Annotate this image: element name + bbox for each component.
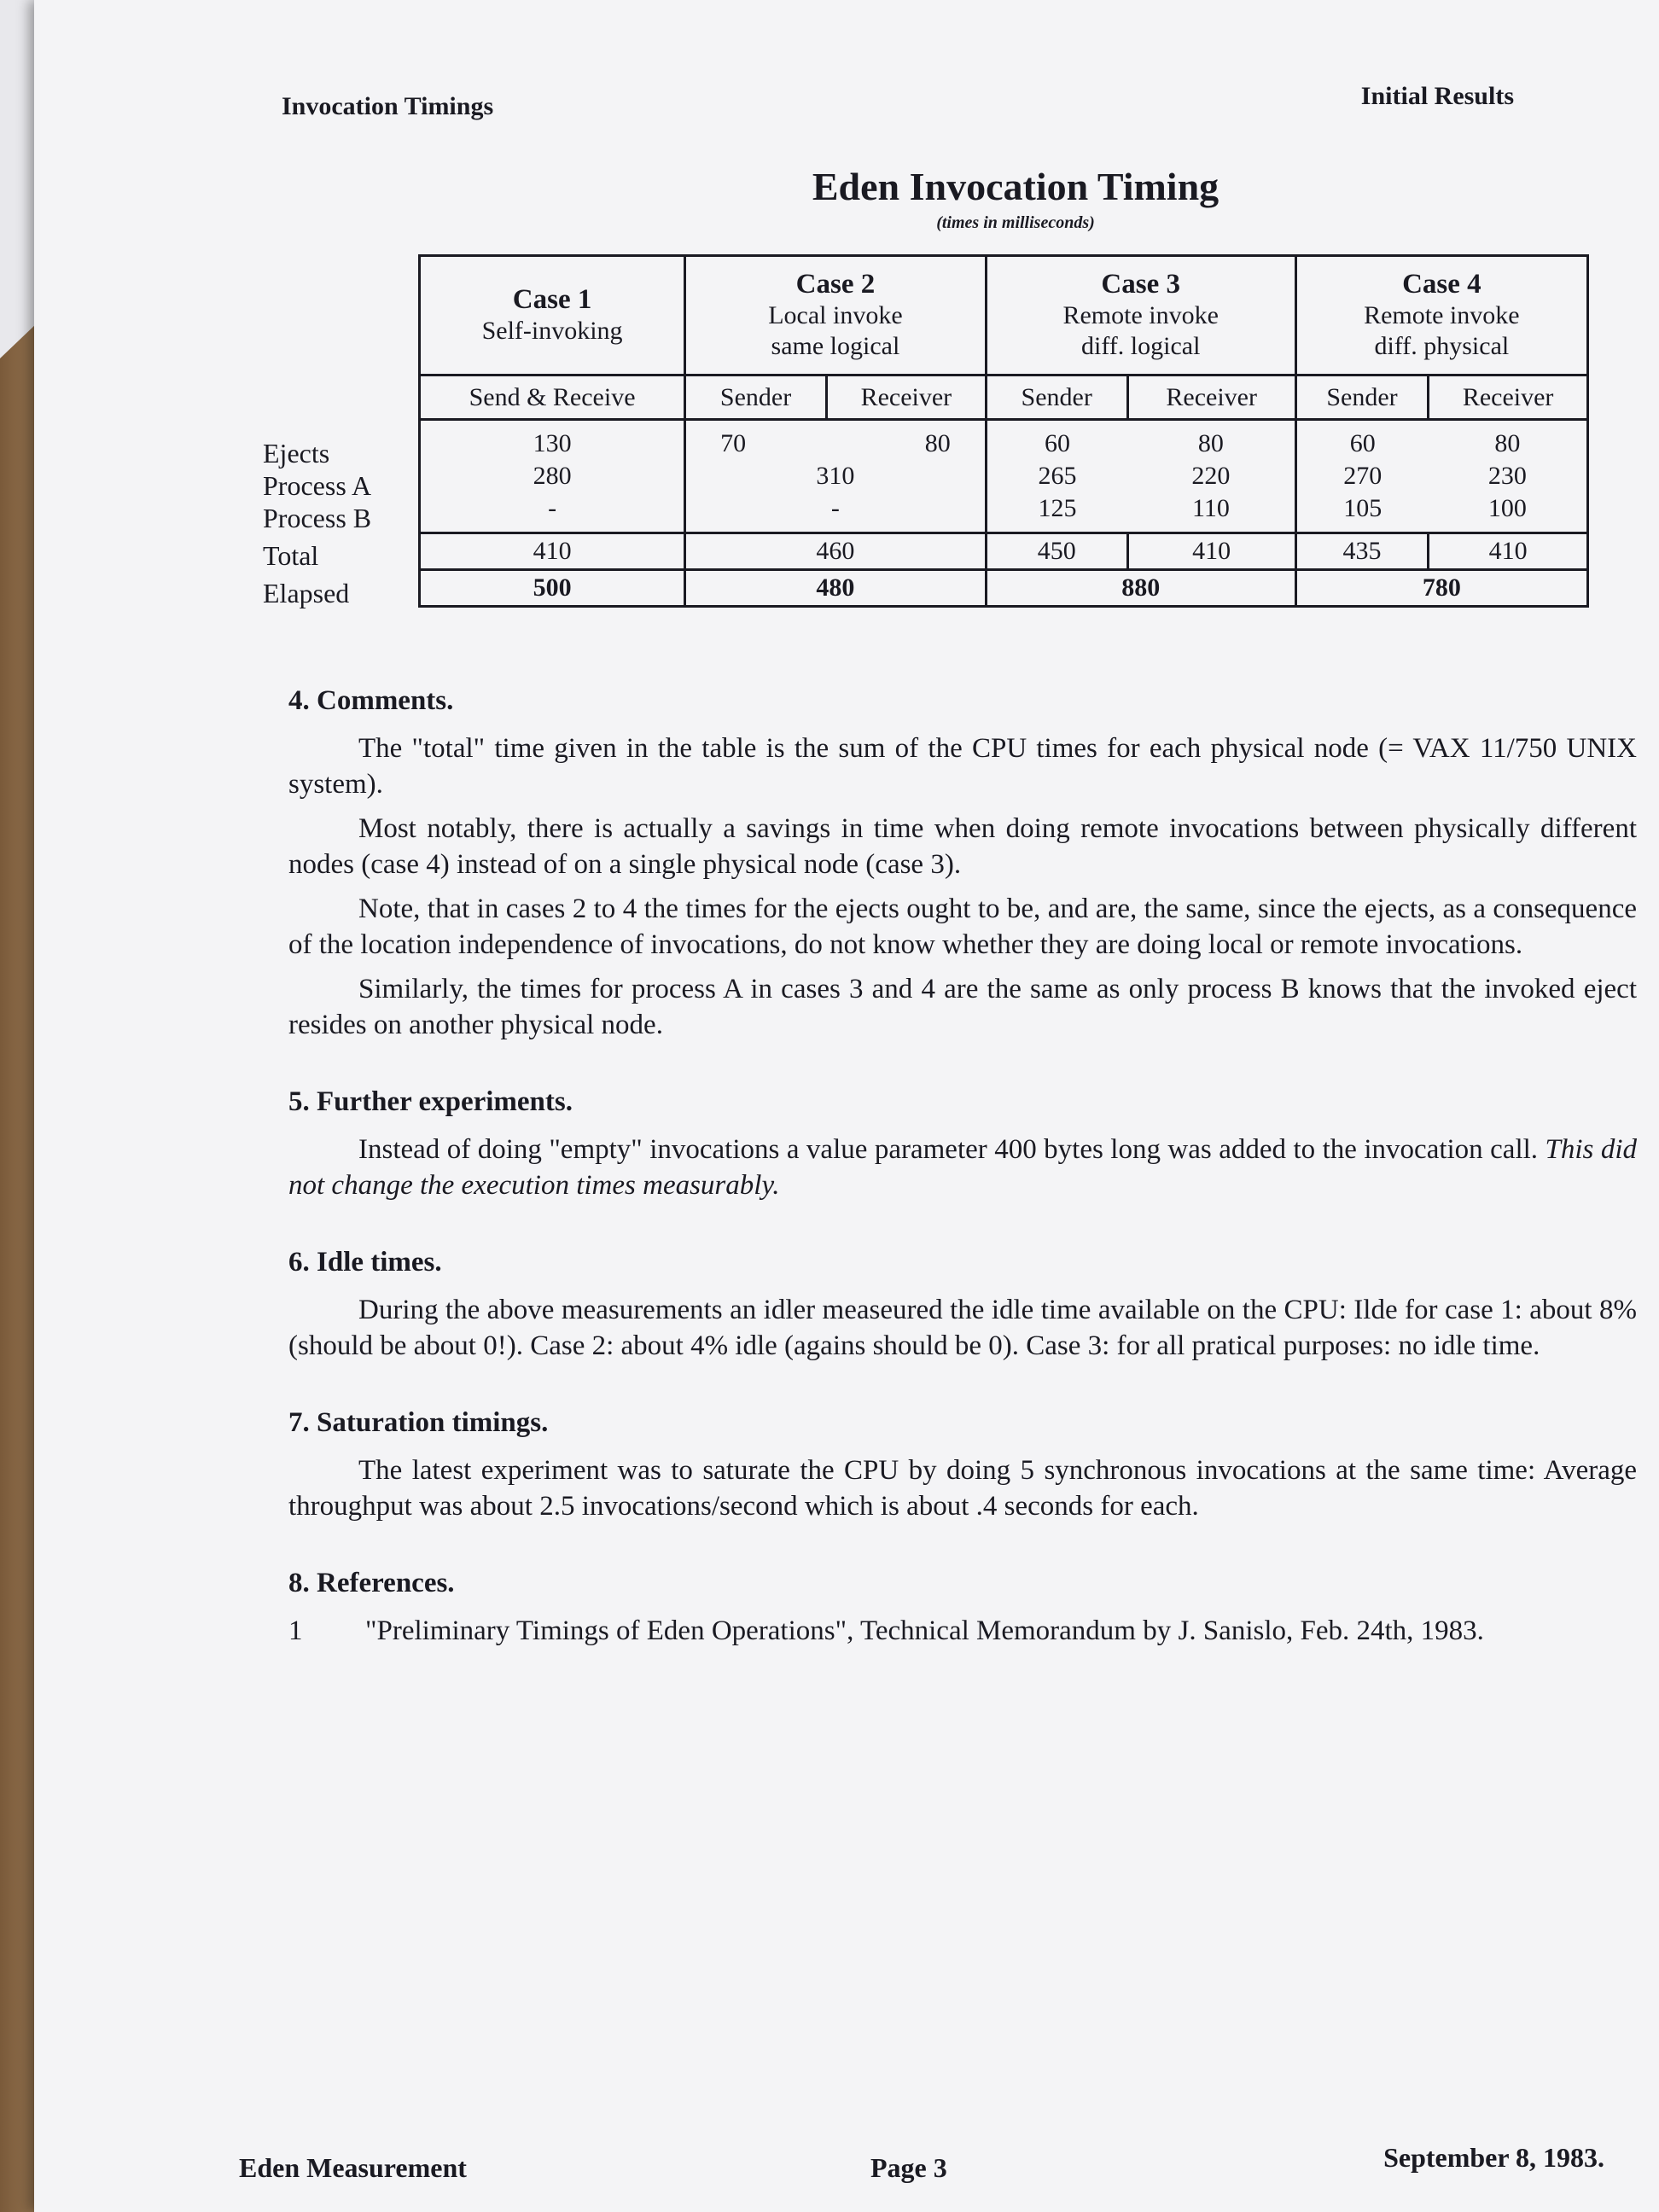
section-title: 5. Further experiments.: [288, 1086, 573, 1117]
row-labels: [263, 437, 434, 609]
body-text: [288, 683, 1637, 1690]
footer-date: September 8, 1983.: [1383, 2142, 1604, 2173]
case-4-header: Case 4 Remote invoke diff. physical: [1295, 256, 1587, 375]
paragraph: The latest experiment was to saturate the CPU by doing 5 synchronous invocations at the same time: Average throughput was about 2.5 invocations/second which is about .4 seconds for each.: [288, 1455, 1637, 1522]
table-subtitle: (times in milliseconds): [936, 213, 1095, 232]
section-title: 7. Saturation timings.: [288, 1407, 549, 1438]
document-page: [34, 0, 1659, 2212]
case-3-header: Case 3 Remote invoke diff. logical: [986, 256, 1295, 375]
row-label-process-a: Process A: [263, 470, 372, 501]
values-row: [420, 420, 1588, 533]
running-header-left: Invocation Timings: [282, 92, 494, 120]
elapsed-row: [420, 570, 1588, 607]
section-saturation-timings: [288, 1405, 1637, 1524]
sub-header-row: [420, 375, 1588, 420]
c2-elapsed: 480: [685, 570, 987, 607]
c3-sender-header: Sender: [986, 375, 1127, 420]
timing-table: [418, 254, 1589, 608]
c4-total-sender: 435: [1295, 533, 1429, 570]
section-comments: [288, 683, 1637, 1043]
row-label-total: Total: [263, 540, 319, 571]
case-header-row: [420, 256, 1588, 375]
section-further-experiments: [288, 1084, 1637, 1203]
c4-total-receiver: 410: [1429, 533, 1588, 570]
c2-sender-header: Sender: [685, 375, 827, 420]
row-label-elapsed: Elapsed: [263, 578, 350, 608]
c4-receiver-header: Receiver: [1429, 375, 1588, 420]
c2-values: 70 80 310 -: [685, 420, 987, 533]
section-idle-times: [288, 1244, 1637, 1364]
paragraph: Note, that in cases 2 to 4 the times for the ejects ought to be, and are, the same, since the ejects, as a consequence of the location independence of invocations, do not know whether they are doing local or remote invocations.: [288, 894, 1637, 960]
c1-sub-header: Send & Receive: [420, 375, 685, 420]
c2-receiver-header: Receiver: [827, 375, 987, 420]
c3-receiver-header: Receiver: [1127, 375, 1295, 420]
paragraph: Instead of doing "empty" invocations a value parameter 400 bytes long was added to the invocation call. This did not change the execution times measurably.: [288, 1134, 1637, 1201]
c3-receiver-values: 80 220 110: [1127, 420, 1295, 533]
section-title: 6. Idle times.: [288, 1247, 442, 1278]
section-title: 4. Comments.: [288, 685, 454, 716]
c3-total-sender: 450: [986, 533, 1127, 570]
c1-elapsed: 500: [420, 570, 685, 607]
case-2-header: Case 2 Local invoke same logical: [685, 256, 987, 375]
c3-sender-values: 60 265 125: [986, 420, 1127, 533]
paragraph: The "total" time given in the table is the sum of the CPU times for each physical node (= VAX 11/750 UNIX system).: [288, 733, 1637, 800]
reference-number: 1: [288, 1615, 303, 1646]
paragraph: Similarly, the times for process A in cases 3 and 4 are the same as only process B knows that the invoked eject resides on another physical node.: [288, 974, 1637, 1040]
c1-values: 130 280 -: [420, 420, 685, 533]
c4-sender-values: 60 270 105: [1295, 420, 1429, 533]
row-label-process-b: Process B: [263, 503, 372, 533]
running-header-right: Initial Results: [1360, 82, 1514, 110]
paragraph: Most notably, there is actually a savings in time when doing remote invocations between physically different nodes (case 4) instead of on a single physical node (case 3).: [288, 813, 1637, 880]
c3-total-receiver: 410: [1127, 533, 1295, 570]
footer-page-number: Page 3: [870, 2152, 947, 2183]
section-title: 8. References.: [288, 1568, 455, 1598]
table-title: Eden Invocation Timing: [812, 165, 1220, 208]
case-1-header: Case 1 Self-invoking: [420, 256, 685, 375]
paragraph: During the above measurements an idler measeured the idle time available on the CPU: Ilde for case 1: about 8% (should be about 0!). Case 2: about 4% idle (agains should be 0). Case 3: for all pratical purposes: no idle time.: [288, 1295, 1637, 1361]
c4-receiver-values: 80 230 100: [1429, 420, 1588, 533]
c4-sender-header: Sender: [1295, 375, 1429, 420]
c3-elapsed: 880: [986, 570, 1295, 607]
c2-total: 460: [685, 533, 987, 570]
c1-total: 410: [420, 533, 685, 570]
reference-item: [288, 1613, 1637, 1649]
footer-left: Eden Measurement: [239, 2152, 467, 2183]
section-references: [288, 1565, 1637, 1649]
c4-elapsed: 780: [1295, 570, 1587, 607]
row-label-ejects: Ejects: [263, 438, 330, 469]
total-row: [420, 533, 1588, 570]
reference-text: "Preliminary Timings of Eden Operations", Technical Memorandum by J. Sanislo, Feb. 24th, 1983.: [365, 1615, 1484, 1646]
